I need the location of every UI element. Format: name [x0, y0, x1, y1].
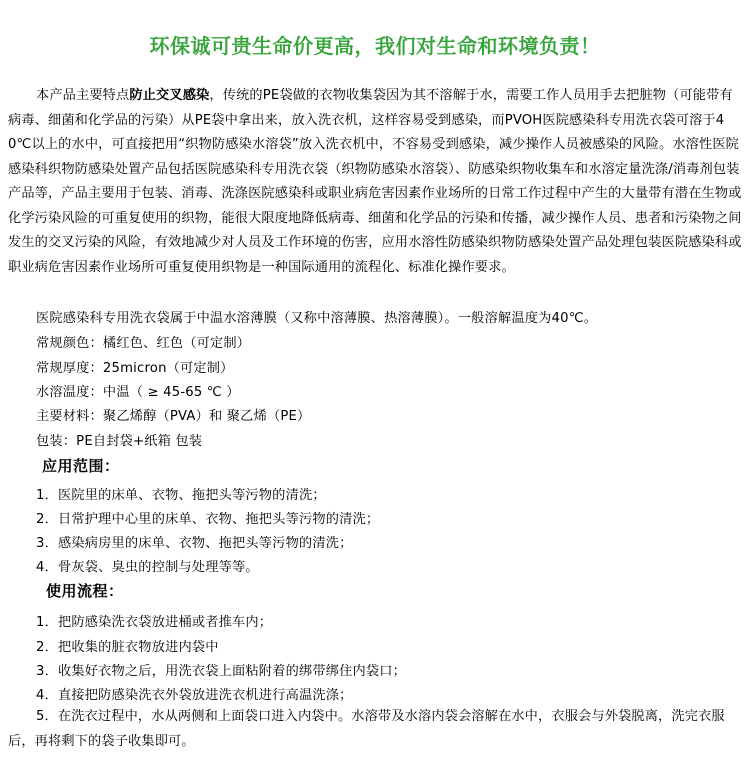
- application-item: 3．感染病房里的床单、衣物、拖把头等污物的清洗；: [36, 536, 353, 551]
- usage-item: 1．把防感染洗衣袋放进桶或者推车内；: [36, 615, 273, 630]
- spec-packaging: 包装：PE自封袋+纸箱 包装: [36, 434, 203, 449]
- application-title: 应用范围：: [42, 457, 120, 475]
- application-item: 2．日常护理中心里的床单、衣物、拖把头等污物的清洗；: [36, 512, 380, 527]
- spec-thickness: 常规厚度：25micron（可定制）: [36, 361, 234, 376]
- spec-temperature: 水溶温度：中温（ ≥ 45-65 ℃ ）: [36, 385, 240, 400]
- intro-emphasis: 防止交叉感染: [129, 88, 210, 103]
- application-item: 4．骨灰袋、臭虫的控制与处理等等。: [36, 560, 259, 575]
- spec-material: 主要材料：聚乙烯醇（PVA）和 聚乙烯（PE）: [36, 409, 311, 424]
- intro-text-part1: 本产品主要特点: [36, 88, 130, 103]
- application-item: 1．医院里的床单、衣物、拖把头等污物的清洗；: [36, 488, 326, 503]
- intro-paragraph: [8, 84, 742, 280]
- intro-text-part2: ，传统的PE袋做的衣物收集袋因为其不溶解于水，需要工作人员用手去把脏物（可能带有病毒、细菌和化学品的污染）从PE袋中拿出来，放入洗衣机，这样容易受到感染，而PVOH医院感染科专用洗衣袋可溶于40℃以上的水中，可直接把用“织物防感染水溶袋”放入洗衣机中，不容易受到感染，减少操作人员被感染的风险。水溶性医院感染科织物防感染处置产品包括医院感染科专用洗衣袋（织物防感染水溶袋）、防感染织物收集车和水溶定量洗涤/消毒剂包装产品等，产品主要用于包装、消毒、洗涤医院感染科或职业病危害因素作业场所的日常工作过程中产生的大量带有潜在生物或化学污染风险的可重复使用的织物，能很大限度地降低病毒、细菌和化学品的污染和传播，减少操作人员、患者和污染物之间发生的交叉污染的风险，有效地减少对人员及工作环境的伤害，应用水溶性防感染织物防感染处置产品处理包装医院感染科或职业病危害因素作业场所可重复使用织物是一种国际通用的流程化、标准化操作要求。: [8, 88, 742, 275]
- spec-color: 常规颜色：橘红色、红色（可定制）: [36, 336, 251, 351]
- slogan-heading: 环保诚可贵生命价更高，我们对生命和环境负责！: [149, 34, 601, 58]
- spec-description: 医院感染科专用洗衣袋属于中温水溶薄膜（又称中溶薄膜、热溶薄膜）。一般溶解温度为40℃。: [36, 311, 598, 326]
- usage-item: 5．在洗衣过程中，水从两侧和上面袋口进入内袋中。水溶带及水溶内袋会溶解在水中，衣服会与外袋脱离，洗完衣服后，再将剩下的袋子收集即可。: [8, 709, 725, 749]
- usage-item: 4．直接把防感染洗衣外袋放进洗衣机进行高温洗涤；: [36, 688, 353, 703]
- usage-item: 3．收集好衣物之后，用洗衣袋上面粘附着的绑带绑住内袋口；: [36, 664, 407, 679]
- usage-item: 2．把收集的脏衣物放进内袋中: [36, 640, 219, 655]
- usage-title: 使用流程：: [46, 582, 124, 600]
